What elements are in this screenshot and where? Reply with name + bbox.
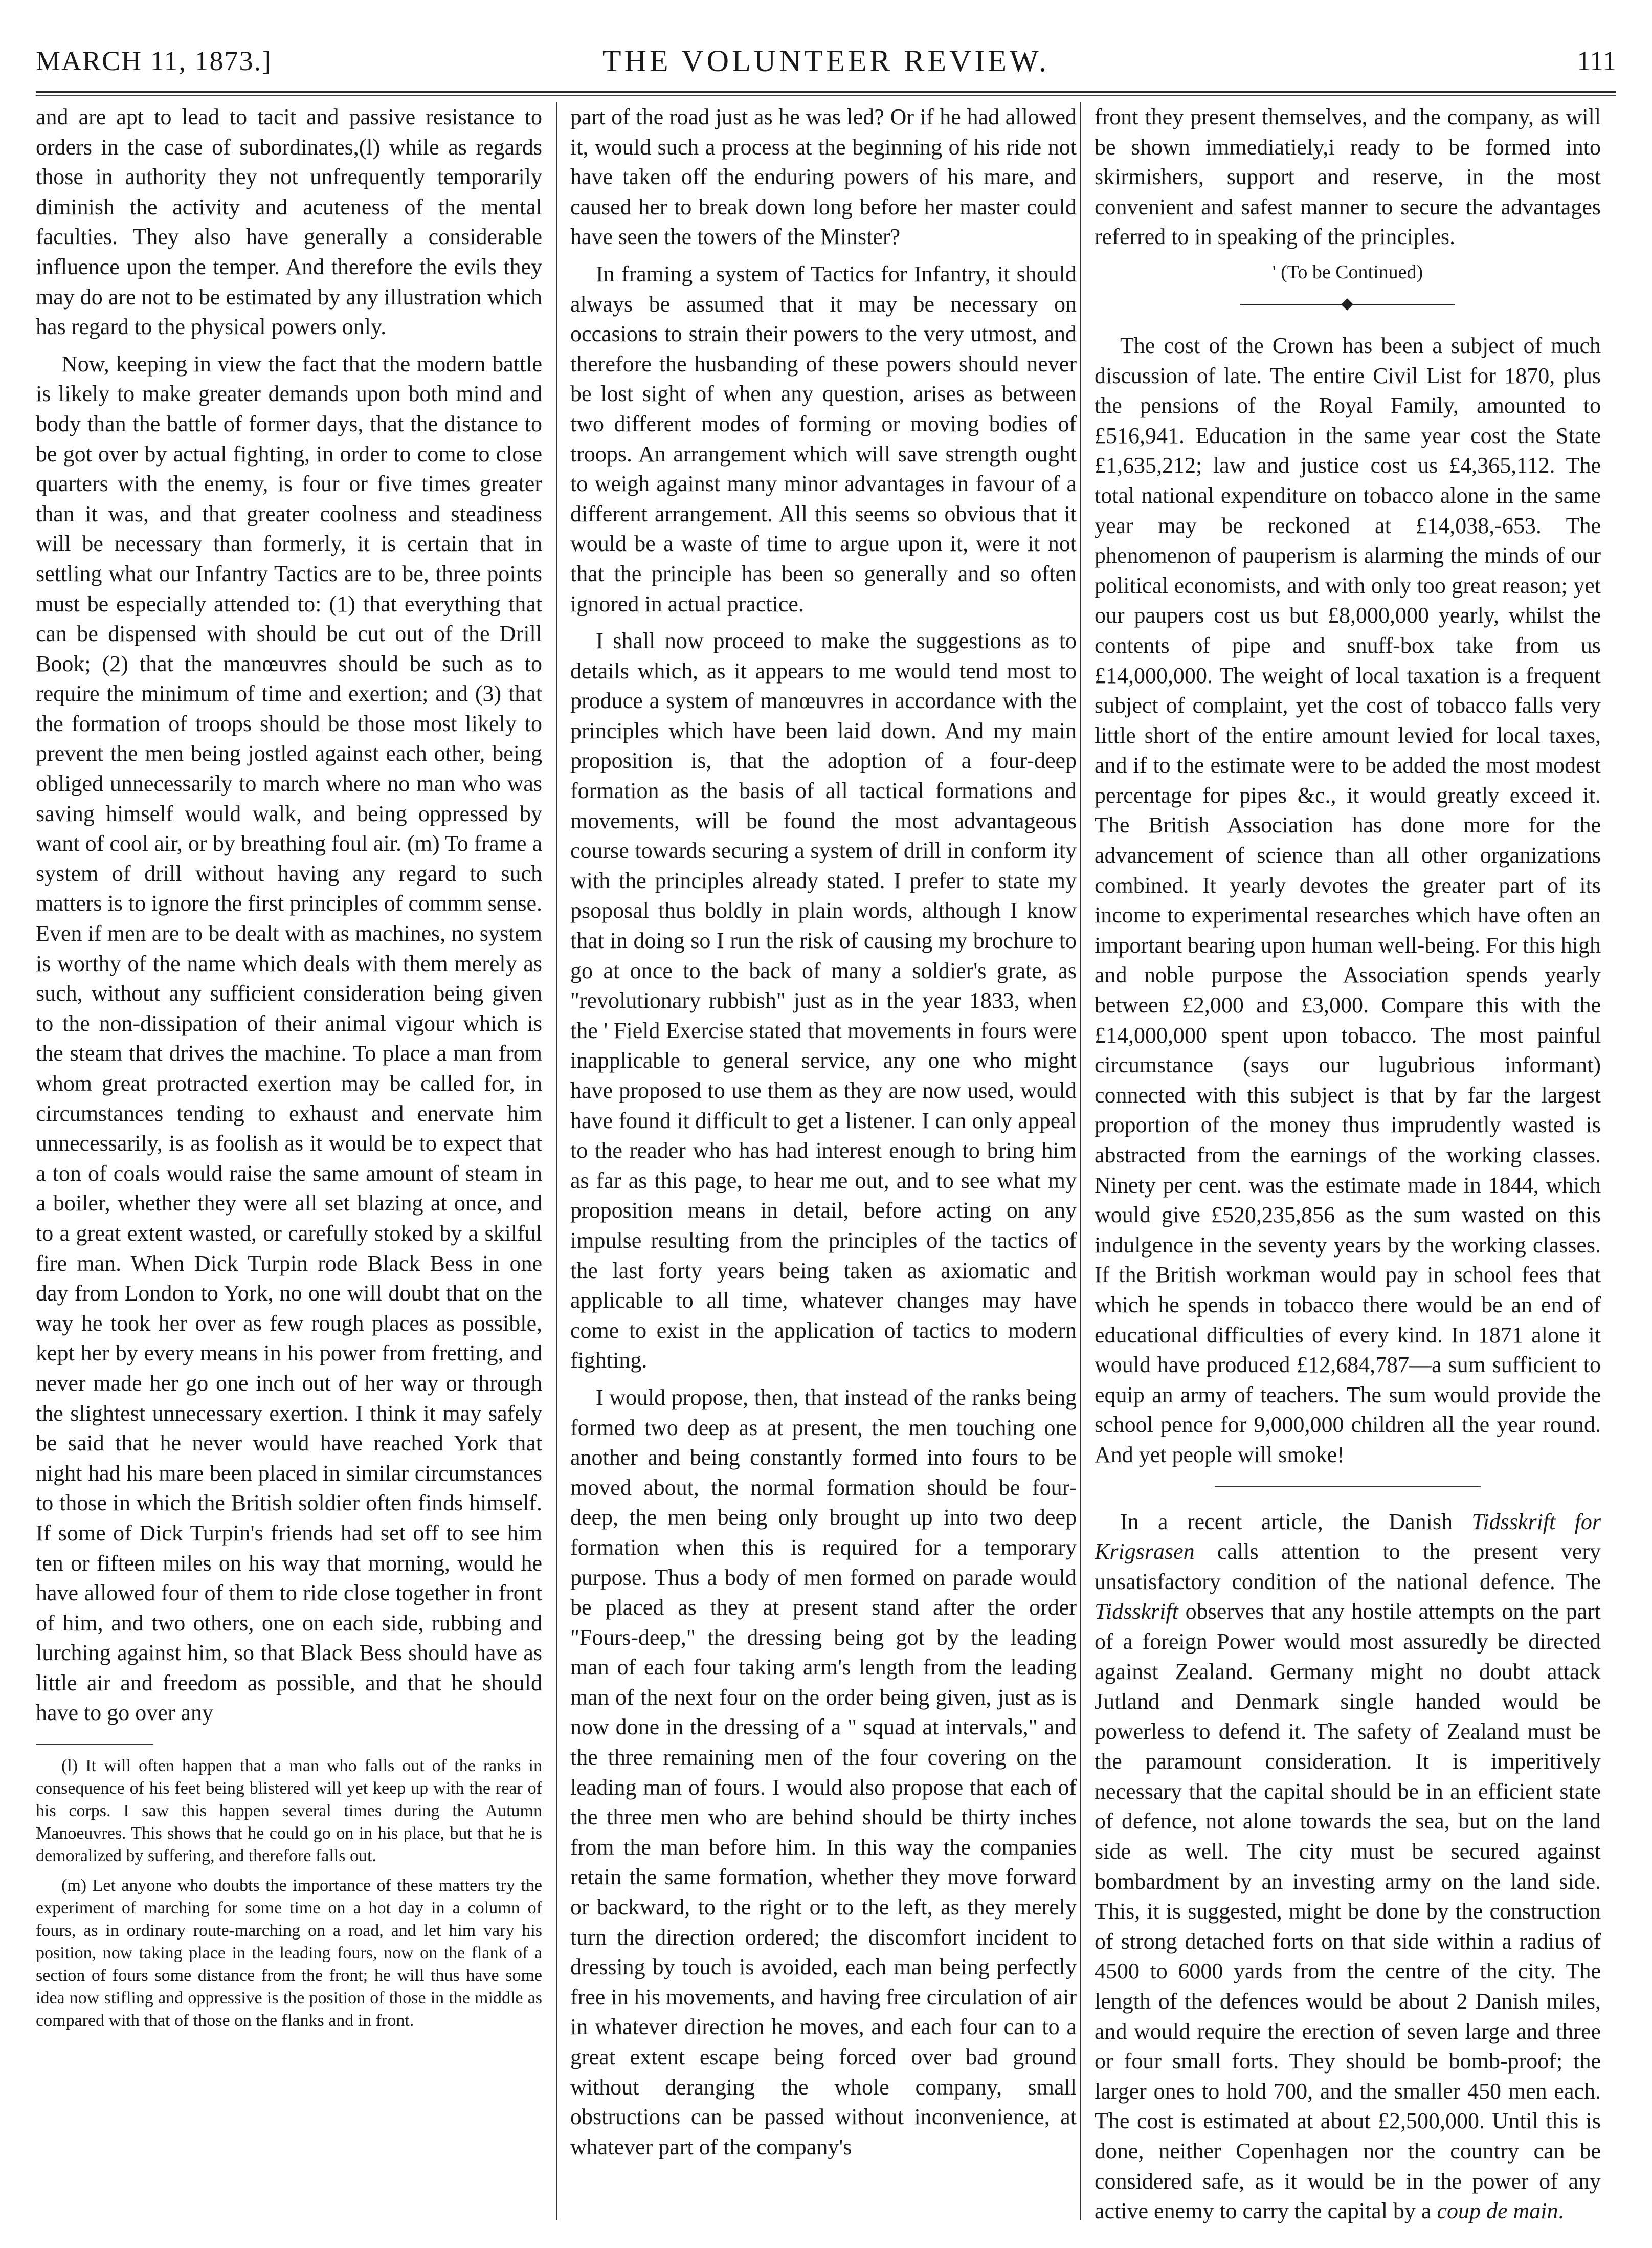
footnote-rule xyxy=(36,1744,153,1745)
column-left xyxy=(36,102,542,2236)
column-divider xyxy=(556,102,557,2220)
column-right xyxy=(1095,102,1601,2236)
column-middle xyxy=(570,102,1077,2236)
paragraph: I would propose, then, that instead of the ranks being formed two deep as at present, the men touching one another and being constantly formed into fours to be moved about, the normal formation should be four-deep, the men being only brought up into two deep formation when this is required for a temporary purpose. Thus a body of men formed on parade would be placed as they at present stand after the order "Fours-deep," the dressing being got by the leading man of each four taking arm's length from the leading man of the next four on the order being given, just as is now done in the dressing of a " squad at intervals," and the three remaining men of the four covering on the leading man of fours. I would also propose that each of the three men who are behind should be thirty inches from the man before him. In this way the companies retain the same formation, whether they move forward or backward, to the right or to the left, as they merely turn the direction ordered; the discomfort incident to dressing by touch is avoided, each man being perfectly free in his movements, and having free circulation of air in whatever direction he moves, and each four can to a great extent escape being forced over bad ground without deranging the whole company, small obstructions can be passed without inconvenience, at whatever part of the company's xyxy=(570,1384,1077,2159)
paragraph: and are apt to lead to tacit and passive resistance to orders in the case of subordinates,(l) while as regards those in authority they not unfrequently temporarily diminish the activity and acuteness of the mental faculties. They also have generally a considerable influence upon the temper. And therefore the evils they may do are not to be estimated by any illustration which has regard to the physical powers only. xyxy=(36,104,542,340)
section-ornament xyxy=(1240,298,1455,311)
article-tobacco: The cost of the Crown has been a subject of much discussion of late. The entire Civil List for 1870, plus the pensions of the Royal Family, amounted to £516,941. Education in the same year cost the State £1,635,212; law and justice cost us £4,365,112. The total national expenditure on tobacco alone in the same year may be reckoned at £14,038,-653. The phenomenon of pauperism is alarming the minds of our political economists, and with only too great reason; yet our paupers cost us but £8,000,000 yearly, whilst the contents of pipe and snuff-box take from us £14,000,000. The weight of local taxation is a frequent subject of complaint, yet the cost of tobacco falls very little short of the entire amount levied for local taxes, and if to the estimate were to be added the most modest percentage for pipes &c., it would greatly exceed it. The British Association has done more for the advancement of science than all other organizations combined. It yearly devotes the greater part of its income to experimental researches which have often an important bearing upon human well-being. For this high and noble purpose the Association spends yearly between £2,000 and £3,000. Compare this with the £14,000,000 spent upon tobacco. The most painful circumstance (says our lugubrious informant) connected with this subject is that by far the largest proportion of the money thus imprudently wasted is abstracted from the earnings of the working classes. Ninety per cent. was the estimate made in 1844, which would give £520,235,856 as the sum wasted on this indulgence in the seventy years by the working classes. If the British workman would pay in school fees that which he spends in tobacco there would be an end of educational difficulties of every kind. In 1871 alone it would have produced £12,684,787—a sum sufficient to equip an army of teachers. The sum would provide the school pence for 9,000,000 children all the year round. And yet people will smoke! xyxy=(1095,333,1601,1467)
column-divider xyxy=(1080,102,1081,2220)
footnote-l: (l) It will often happen that a man who falls out of the ranks in consequence of his feet being blistered will yet keep up with the rear of his corps. I saw this happen several times during the Autumn Manoeuvres. This shows that he could go on in his place, but that he is demoralized by suffering, and therefore falls out. xyxy=(36,1756,542,1866)
paragraph: front they present themselves, and the company, as will be shown immediatiely,i ready to be formed into skirmishers, support and reserve, in the most convenient and safest manner to secure the advantages referred to in speaking of the principles. xyxy=(1095,104,1601,250)
continued-note: ' (To be Continued) xyxy=(1272,261,1423,283)
page-number: 111 xyxy=(1577,46,1616,76)
publication-title: THE VOLUNTEER REVIEW. xyxy=(602,44,1050,78)
paragraph: In framing a system of Tactics for Infantry, it should always be assumed that it may be necessary on occasions to strain their powers to the very utmost, and therefore the husbanding of these powers should never be lost sight of when any question, arises as between two different modes of forming or moving bodies of troops. An arrangement which will save strength ought to weigh against many minor advantages in favour of a different arrangement. All this seems so obvious that it would be a waste of time to argue upon it, were it not that the principle has been so generally and so often ignored in actual practice. xyxy=(570,261,1077,616)
paragraph: I shall now proceed to make the suggestions as to details which, as it appears to me would tend most to produce a system of manœuvres in accordance with the principles which have been laid down. And my main proposition is, that the adoption of a four-deep formation as the basis of all tactical formations and movements, will be found the most advantageous course towards securing a system of drill in conform ity with the principles already stated. I prefer to state my psoposal thus boldly in plain words, although I know that in doing so I run the risk of causing my brochure to go at once to the back of many a soldier's grate, as "revolutionary rubbish" just as in the year 1833, when the ' Field Exercise stated that movements in fours were inapplicable to general service, any one who might have proposed to use them as they are now used, would have found it difficult to get a listener. I can only appeal to the reader who has had interest enough to bring him as far as this page, to hear me out, and to see what my proposition means in detail, before acting on any impulse resulting from the principles of the tactics of the last forty years being taken as axiomatic and applicable to all time, whatever changes may have come to exist in the application of tactics to modern fighting. xyxy=(570,628,1077,1373)
section-separator xyxy=(1215,1486,1481,1487)
paragraph: part of the road just as he was led? Or if he had allowed it, would such a process at the beginning of his ride not have taken off the enduring powers of his mare, and caused her to break down long before her master could have seen the towers of the Minster? xyxy=(570,104,1077,250)
header-rule-thin xyxy=(36,95,1616,96)
paragraph: Now, keeping in view the fact that the modern battle is likely to make greater demands upon both mind and body than the battle of former days, that the distance to be got over by actual fighting, in order to come to close quarters with the enemy, is four or five times greater than it was, and that greater coolness and steadiness will be necessary than formerly, it is certain that in settling what our Infantry Tactics are to be, three points must be especially attended to: (1) that everything that can be dispensed with should be cut out of the Drill Book; (2) that the manœuvres should be such as to require the minimum of time and exertion; and (3) that the formation of troops should be those most likely to prevent the men being jostled against each other, being obliged unnecessarily to march where no man who was saving himself would walk, and being oppressed by want of cool air, or by breathing foul air. (m) To frame a system of drill without having any regard to such matters is to ignore the first principles of commm sense. Even if men are to be dealt with as machines, no system is worthy of the name which deals with them merely as such, without any sufficient consideration being given to the non-dissipation of their animal vigour which is the steam that drives the machine. To place a man from whom great protracted exertion may be called for, in circumstances tending to exhaust and enervate him unnecessarily, is as foolish as it would be to expect that a ton of coals would raise the same amount of steam in a boiler, whether they were all set blazing at once, and to a great extent wasted, or carefully stoked by a skilful fire man. When Dick Turpin rode Black Bess in one day from London to York, no one will doubt that on the way he took her over as few rough places as possible, kept her by every means in his power from fretting, and never made her go one inch out of her way or through the slightest unnecessary exertion. I think it may safely be said that he never would have reached York that night had his mare been placed in similar circumstances to those in which the British soldier often finds himself. If some of Dick Turpin's friends had set off to see him ten or fifteen miles on his way that morning, would he have allowed four of them to ride close together in front of him, and two others, one on each side, rubbing and lurching against him, so that Black Bess should have as little air and freedom as possible, and that he should have to go over any xyxy=(36,351,542,1726)
page-header xyxy=(36,15,1616,92)
issue-date: MARCH 11, 1873.] xyxy=(36,46,273,76)
header-rule xyxy=(36,91,1616,93)
article-danish-defence: In a recent article, the Danish Tidsskrift for Krigsrasen calls attention to the present very unsatisfactory condition of the national defence. The Tidsskrift observes that any hostile attempts on the part of a foreign Power would most assuredly be directed against Zealand. Germany might no doubt attack Jutland and Denmark single handed would be powerless to defend it. The safety of Zealand must be the paramount consideration. It is imperitively necessary that the capital should be in an efficient state of defence, not alone towards the sea, but on the land side as well. The city must be secured against bombardment by an investing army on the land side. This, it is suggested, might be done by the construction of strong detached forts on that side within a radius of 4500 to 6000 yards from the centre of the city. The length of the defences would be about 2 Danish miles, and would require the erection of seven large and three or four small forts. They should be bomb-proof; the larger ones to hold 700, and the smaller 450 men each. The cost is estimated at about £2,500,000. Until this is done, neither Copenhagen nor the country can be considered safe, as it would be in the power of any active enemy to carry the capital by a coup de main. xyxy=(1095,1509,1601,2224)
footnote-m: (m) Let anyone who doubts the importance of these matters try the experiment of marching for some time on a hot day in a column of fours, as in ordinary route-marching on a road, and let him vary his position, now taking place in the leading fours, now on the flank of a section of fours some distance from the front; he will thus have some idea now stifling and oppressive is the position of those in the middle as compared with that of those on the flanks and in front. xyxy=(36,1876,542,2031)
